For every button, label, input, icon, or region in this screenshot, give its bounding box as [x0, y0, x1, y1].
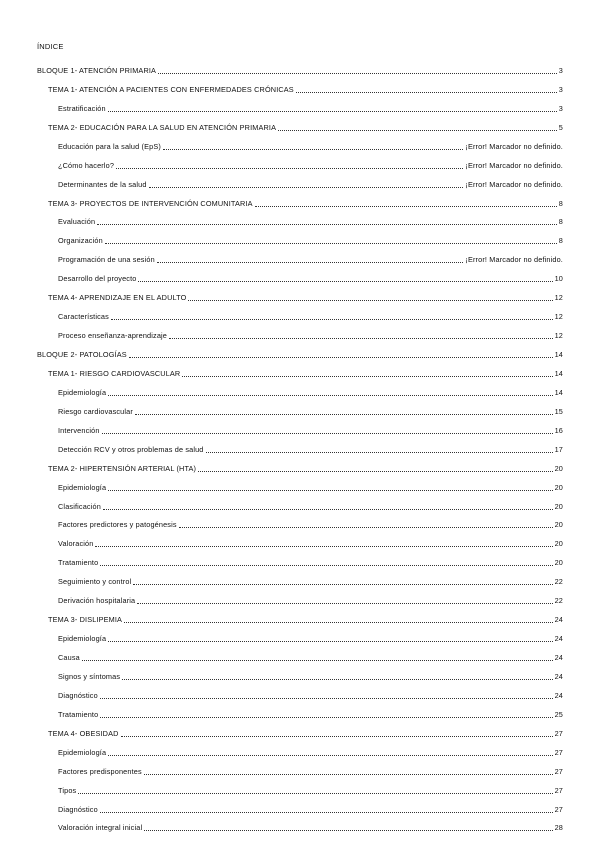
toc-entry-page-number: 24	[554, 690, 563, 700]
toc-entry-page-number: 8	[558, 198, 563, 208]
toc-entry-page-number: 14	[554, 368, 563, 378]
toc-entry-page-number: 3	[558, 65, 563, 75]
toc-entry-page-number: 8	[558, 236, 563, 246]
toc-entry-label: Programación de una sesión	[58, 255, 155, 265]
dot-leader	[133, 583, 552, 585]
toc-entry[interactable]	[0, 402, 600, 421]
toc-entry-page-number: 22	[554, 577, 563, 587]
dot-leader	[278, 129, 557, 131]
toc-entry[interactable]	[0, 269, 600, 288]
dot-leader	[124, 621, 553, 623]
toc-entry-label: Educación para la salud (EpS)	[58, 141, 161, 151]
toc-entry-label: ¿Cómo hacerlo?	[58, 160, 115, 170]
toc-entry[interactable]	[0, 629, 600, 648]
toc-entry-label: TEMA 3- DISLIPEMIA	[48, 615, 123, 625]
toc-entry-page-number: 5	[558, 122, 563, 132]
dot-leader	[188, 299, 552, 301]
toc-entry-label: Factores predisponentes	[58, 766, 142, 776]
toc-entry[interactable]	[0, 610, 600, 629]
toc-entry-page-number: 27	[554, 766, 563, 776]
toc-entry-label: Intervención	[58, 425, 100, 435]
toc-entry-label: Factores predictores y patogénesis	[58, 520, 177, 530]
toc-entry-page-number: 24	[554, 671, 563, 681]
toc-entry-page-number: ¡Error! Marcador no definido.	[465, 255, 563, 265]
dot-leader	[102, 432, 553, 434]
toc-entry-page-number: 24	[554, 653, 563, 663]
dot-leader	[182, 375, 552, 377]
toc-entry[interactable]	[0, 591, 600, 610]
toc-entry-label: Epidemiología	[58, 747, 107, 757]
toc-entry-page-number: 27	[554, 804, 563, 814]
toc-entry-label: Organización	[58, 236, 103, 246]
toc-entry-label: TEMA 4- APRENDIZAJE EN EL ADULTO	[48, 293, 187, 303]
toc-entry-page-number: 28	[554, 823, 563, 833]
toc-entry[interactable]	[0, 762, 600, 781]
toc-entry-page-number: ¡Error! Marcador no definido.	[465, 141, 563, 151]
toc-entry-label: Valoración	[58, 539, 94, 549]
toc-entry-page-number: 24	[554, 634, 563, 644]
toc-entry[interactable]	[0, 478, 600, 497]
toc-entry-label: Epidemiología	[58, 387, 107, 397]
dot-leader	[105, 242, 557, 244]
toc-entry[interactable]	[0, 231, 600, 250]
toc-entry[interactable]	[0, 364, 600, 383]
toc-entry[interactable]	[0, 648, 600, 667]
toc-entry-label: Derivación hospitalaria	[58, 596, 136, 606]
toc-entry-page-number: 14	[554, 350, 563, 360]
toc-entry-page-number: 10	[554, 274, 563, 284]
dot-leader	[179, 526, 553, 528]
toc-entry-label: Tipos	[58, 785, 77, 795]
toc-entry-label: Diagnóstico	[58, 690, 98, 700]
dot-leader	[82, 659, 553, 661]
toc-entry[interactable]	[0, 288, 600, 307]
dot-leader	[121, 735, 553, 737]
dot-leader	[137, 602, 552, 604]
toc-entry[interactable]	[0, 383, 600, 402]
toc-entry-page-number: 12	[554, 331, 563, 341]
toc-entry-page-number: 20	[554, 482, 563, 492]
toc-entry[interactable]	[0, 724, 600, 743]
dot-leader	[108, 640, 552, 642]
dot-leader	[108, 489, 552, 491]
toc-entry[interactable]	[0, 137, 600, 156]
toc-entry-page-number: 22	[554, 596, 563, 606]
dot-leader	[95, 545, 552, 547]
dot-leader	[108, 394, 552, 396]
dot-leader	[108, 754, 552, 756]
dot-leader	[157, 261, 464, 263]
toc-entry[interactable]	[0, 175, 600, 194]
toc-entry-label: TEMA 2- EDUCACIÓN PARA LA SALUD EN ATENCIÓN PRIMARIA	[48, 122, 277, 132]
toc-entry-page-number: 24	[554, 615, 563, 625]
toc-entry[interactable]	[0, 459, 600, 478]
dot-leader	[129, 356, 553, 358]
toc-entry[interactable]	[0, 250, 600, 269]
toc-entry-label: TEMA 3- PROYECTOS DE INTERVENCIÓN COMUNITARIA	[48, 198, 253, 208]
toc-entry-label: TEMA 1- ATENCIÓN A PACIENTES CON ENFERMEDADES CRÓNICAS	[48, 84, 294, 94]
toc-entry[interactable]	[0, 118, 600, 137]
toc-entry-page-number: 14	[554, 387, 563, 397]
toc-entry-page-number: 20	[554, 539, 563, 549]
toc-entry[interactable]	[0, 743, 600, 762]
toc-entry[interactable]	[0, 80, 600, 99]
toc-entry-label: Características	[58, 312, 109, 322]
dot-leader	[169, 337, 553, 339]
toc-entry-page-number: 8	[558, 217, 563, 227]
toc-entry[interactable]	[0, 667, 600, 686]
dot-leader	[144, 829, 552, 831]
toc-entry[interactable]	[0, 572, 600, 591]
toc-entry-page-number: 12	[554, 312, 563, 322]
toc-entry[interactable]	[0, 497, 600, 516]
toc-entry-page-number: ¡Error! Marcador no definido.	[465, 160, 563, 170]
toc-entry[interactable]	[0, 440, 600, 459]
toc-entry-page-number: 27	[554, 747, 563, 757]
toc-entry-label: Evaluación	[58, 217, 96, 227]
dot-leader	[296, 91, 557, 93]
toc-entry[interactable]	[0, 800, 600, 819]
dot-leader	[135, 413, 553, 415]
toc-entry-page-number: 27	[554, 785, 563, 795]
toc-entry-label: Tratamiento	[58, 709, 99, 719]
toc-entry-page-number: 20	[554, 463, 563, 473]
dot-leader	[198, 470, 552, 472]
toc-entry[interactable]	[0, 194, 600, 213]
toc-entry[interactable]	[0, 553, 600, 572]
toc-entry[interactable]	[0, 61, 600, 80]
dot-leader	[78, 792, 552, 794]
toc-entry-page-number: 3	[558, 103, 563, 113]
toc-entry-page-number: 25	[554, 709, 563, 719]
toc-entry[interactable]	[0, 326, 600, 345]
toc-entry-label: Diagnóstico	[58, 804, 98, 814]
toc-entry-label: BLOQUE 2- PATOLOGÍAS	[37, 350, 127, 360]
dot-leader	[149, 186, 464, 188]
toc-entry-label: Proceso enseñanza-aprendizaje	[58, 331, 168, 341]
toc-entry-page-number: 27	[554, 728, 563, 738]
toc-entry[interactable]	[0, 534, 600, 553]
toc-entry-page-number: 20	[554, 501, 563, 511]
toc-entry-page-number: 16	[554, 425, 563, 435]
dot-leader	[163, 148, 463, 150]
dot-leader	[100, 564, 552, 566]
dot-leader	[255, 205, 557, 207]
toc-entry-page-number: 12	[554, 293, 563, 303]
dot-leader	[103, 508, 553, 510]
dot-leader	[100, 811, 553, 813]
dot-leader	[116, 167, 463, 169]
page-title: ÍNDICE	[37, 42, 64, 51]
dot-leader	[138, 280, 552, 282]
toc-entry-page-number: 20	[554, 558, 563, 568]
toc-entry-label: TEMA 1- RIESGO CARDIOVASCULAR	[48, 368, 181, 378]
toc-entry-label: Tratamiento	[58, 558, 99, 568]
toc-entry[interactable]	[0, 99, 600, 118]
toc-entry[interactable]	[0, 213, 600, 232]
toc-entry[interactable]	[0, 156, 600, 175]
dot-leader	[122, 678, 552, 680]
toc-entry-label: TEMA 4- OBESIDAD	[48, 728, 119, 738]
toc-entry-label: Estratificación	[58, 103, 106, 113]
toc-entry-label: Signos y síntomas	[58, 671, 121, 681]
toc-entry-label: Determinantes de la salud	[58, 179, 147, 189]
toc-entry-label: Seguimiento y control	[58, 577, 132, 587]
dot-leader	[108, 110, 557, 112]
dot-leader	[97, 223, 557, 225]
toc-entry[interactable]	[0, 421, 600, 440]
dot-leader	[100, 697, 553, 699]
toc-entry-label: Riesgo cardiovascular	[58, 406, 133, 416]
dot-leader	[100, 716, 552, 718]
toc-entry-page-number: ¡Error! Marcador no definido.	[465, 179, 563, 189]
toc-entry-label: Epidemiología	[58, 482, 107, 492]
toc-entry[interactable]	[0, 307, 600, 326]
toc-entry[interactable]	[0, 819, 600, 838]
dot-leader	[111, 318, 553, 320]
dot-leader	[206, 451, 553, 453]
toc-entry-label: Desarrollo del proyecto	[58, 274, 137, 284]
dot-leader	[144, 773, 553, 775]
dot-leader	[158, 72, 557, 74]
toc-entry-label: Clasificación	[58, 501, 101, 511]
toc-entry-label: Epidemiología	[58, 634, 107, 644]
toc-entry-label: Valoración integral inicial	[58, 823, 143, 833]
toc-entry-page-number: 15	[554, 406, 563, 416]
toc-entry[interactable]	[0, 345, 600, 364]
toc-entry-label: BLOQUE 1- ATENCIÓN PRIMARIA	[37, 65, 157, 75]
toc-entry-page-number: 20	[554, 520, 563, 530]
toc-entry[interactable]	[0, 686, 600, 705]
toc-entry[interactable]	[0, 781, 600, 800]
toc-entry-label: Detección RCV y otros problemas de salud	[58, 444, 204, 454]
toc-entry[interactable]	[0, 705, 600, 724]
table-of-contents	[0, 61, 600, 837]
toc-entry-page-number: 3	[558, 84, 563, 94]
toc-entry[interactable]	[0, 516, 600, 535]
toc-entry-page-number: 17	[554, 444, 563, 454]
toc-entry-label: TEMA 2- HIPERTENSIÓN ARTERIAL (HTA)	[48, 463, 197, 473]
toc-entry-label: Causa	[58, 653, 80, 663]
